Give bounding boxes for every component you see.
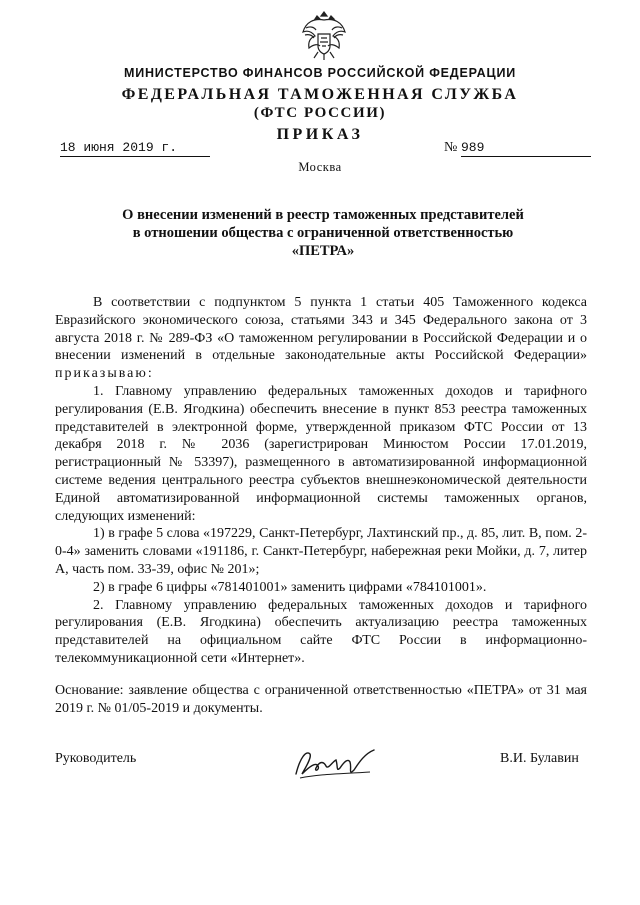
preamble-paragraph: В соответствии с подпунктом 5 пункта 1 статьи 405 Таможенного кодекса Евразийского экономического союза, статьями 343 и 345 Федерального закона от 3 августа 2018 г. № 289-ФЗ «О таможенном регулировании в Российской Федерации и о внесении изменений в отдельные законодательные акты Российской Федерации» приказываю: xyxy=(55,295,587,382)
title-line: «ПЕТРА» xyxy=(291,243,355,259)
title-line: О внесении изменений в реестр таможенных представителей xyxy=(122,207,524,223)
item-1-paragraph: 1. Главному управлению федеральных таможенных доходов и тарифного регулирования (Е.В. Ягодкина) обеспечить внесение в пункт 853 реестра таможенных представителей в электронной форме, утвержденной приказом ФТС России от 13 декабря 2018 г. № 2036 (зарегистрирован Минюстом России 17.01.2019, регистрационный № 53397), размещенного в автоматизированной информационной системе ведения центрального реестра субъектов внешнеэкономической деятельности Единой автоматизированной информационной системы таможенных органов, следующих изменений: xyxy=(55,383,587,524)
signer-position: Руководитель xyxy=(55,751,137,766)
order-body xyxy=(55,294,587,668)
signer-name: В.И. Булавин xyxy=(500,751,579,766)
ministry-name: МИНИСТЕРСТВО ФИНАНСОВ РОССИЙСКОЙ ФЕДЕРАЦИИ xyxy=(123,66,517,80)
order-title xyxy=(60,206,586,260)
subitem-1-paragraph: 1) в графе 5 слова «197229, Санкт-Петербург, Лахтинский пр., д. 85, лит. В, пом. 2-0-4» заменить словами «191186, г. Санкт-Петербург, набережная реки Мойки, д. 7, литер А, часть пом. 33-39, офис № 201»; xyxy=(55,526,587,577)
state-emblem-icon xyxy=(300,8,348,62)
subitem-2-paragraph: 2) в графе 6 цифры «781401001» заменить цифрами «784101001». xyxy=(93,579,487,595)
basis-paragraph: Основание: заявление общества с ограниченной ответственностью «ПЕТРА» от 31 мая 2019 г. № 01/05-2019 и документы. xyxy=(55,683,587,716)
title-line: в отношении общества с ограниченной ответственностью xyxy=(132,225,514,241)
order-number: 989 xyxy=(461,140,591,157)
service-name: ФЕДЕРАЛЬНАЯ ТАМОЖЕННАЯ СЛУЖБА xyxy=(121,86,519,103)
service-abbreviation: (ФТС РОССИИ) xyxy=(253,105,387,121)
handwritten-signature-icon xyxy=(290,744,380,784)
document-type: ПРИКАЗ xyxy=(276,126,364,143)
city: Москва xyxy=(298,160,342,174)
item-2-paragraph: 2. Главному управлению федеральных таможенных доходов и тарифного регулирования (Е.В. Ягодкина) обеспечить актуализацию реестра таможенных представителей на официальном сайте ФТС России в информационно-телекоммуникационной сети «Интернет». xyxy=(55,597,587,666)
order-date: 18 июня 2019 г. xyxy=(60,140,210,157)
order-number-label: № xyxy=(444,140,458,155)
order-word: приказываю: xyxy=(55,366,154,382)
